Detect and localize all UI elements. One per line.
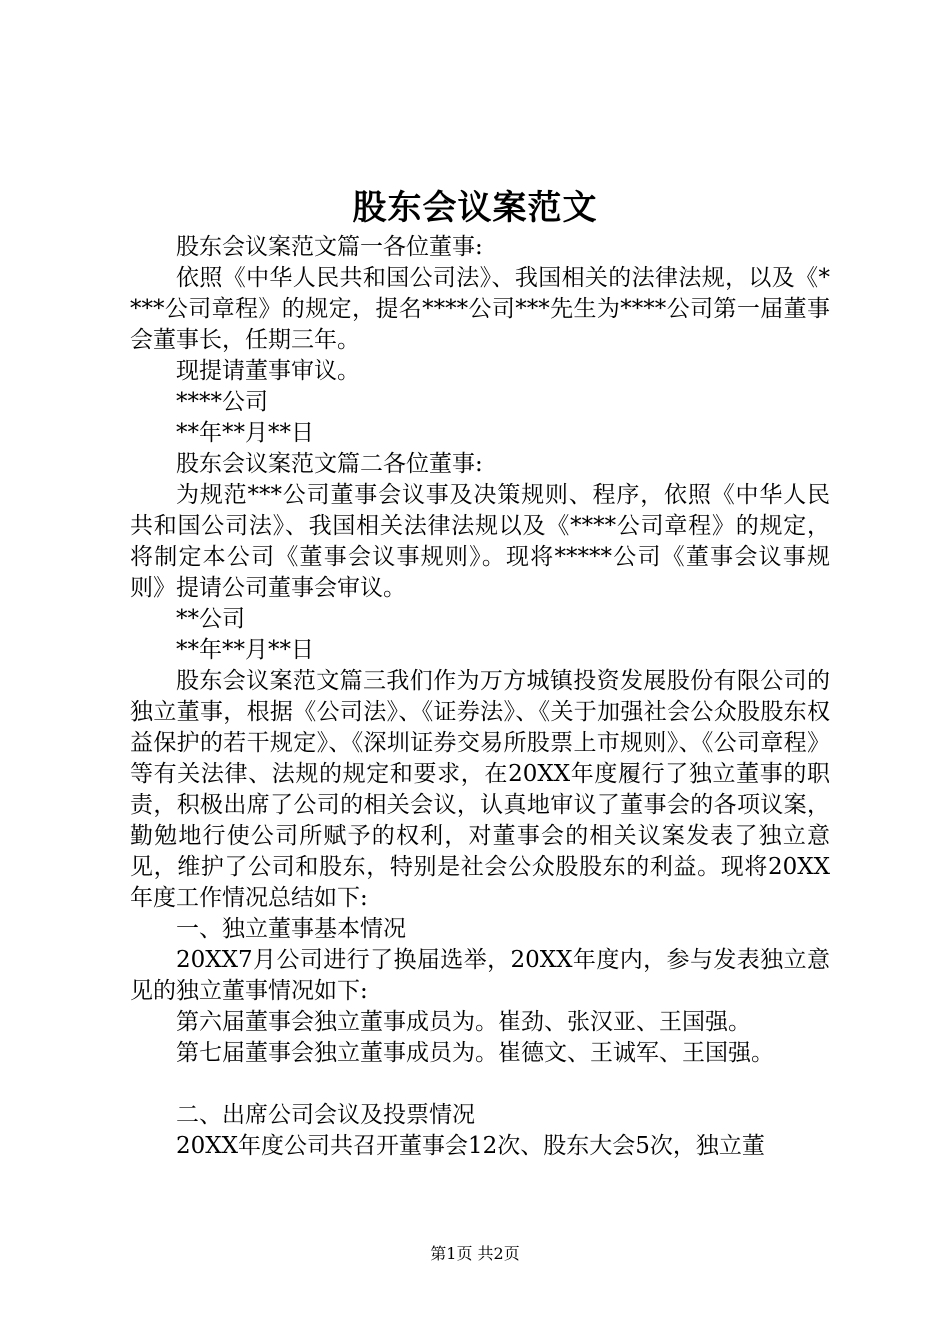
paragraph-9-date: **年**月**日 [176, 637, 314, 663]
document-title: 股东会议案范文 [352, 188, 598, 228]
document-body [130, 232, 830, 1162]
paragraph-16: 20XX年度公司共召开董事会12次、股东大会5次，独立董 [176, 1133, 765, 1159]
section-heading-1: 一、独立董事基本情况 [176, 916, 406, 942]
paragraph-7: 为规范***公司董事会议事及决策规则、程序，依照《中华人民共和国公司法》、我国相关法律法规以及《****公司章程》的规定，将制定本公司《董事会议事规则》。现将*****公司《董事会议事规则》提请公司董事会审议。 [130, 482, 830, 601]
paragraph-4-company: ****公司 [176, 389, 268, 415]
page-footer: 第1页 共2页 [430, 1244, 520, 1263]
paragraph-12: 20XX7月公司进行了换届选举，20XX年度内，参与发表独立意见的独立董事情况如下: [130, 947, 830, 1004]
paragraph-13: 第六届董事会独立董事成员为。崔劲、张汉亚、王国强。 [176, 1009, 751, 1035]
paragraph-10: 股东会议案范文篇三我们作为万方城镇投资发展股份有限公司的独立董事，根据《公司法》、《证券法》、《关于加强社会公众股股东权益保护的若干规定》、《深圳证券交易所股票上市规则》、《公司章程》等有关法律、法规的规定和要求，在20XX年度履行了独立董事的职责，积极出席了公司的相关会议，认真地审议了董事会的各项议案，勤勉地行使公司所赋予的权利，对董事会的相关议案发表了独立意见，维护了公司和股东，特别是社会公众股股东的利益。现将20XX年度工作情况总结如下: [130, 668, 830, 911]
paragraph-3: 现提请董事审议。 [176, 358, 360, 384]
paragraph-14: 第七届董事会独立董事成员为。崔德文、王诚军、王国强。 [176, 1040, 774, 1066]
paragraph-2: 依照《中华人民共和国公司法》、我国相关的法律法规，以及《****公司章程》的规定，提名****公司***先生为****公司第一届董事会董事长，任期三年。 [130, 265, 830, 353]
paragraph-1-heading: 股东会议案范文篇一各位董事: [176, 234, 483, 260]
paragraph-8-company: **公司 [176, 606, 245, 632]
paragraph-5-date: **年**月**日 [176, 420, 314, 446]
section-heading-2: 二、出席公司会议及投票情况 [176, 1102, 475, 1128]
paragraph-6-heading: 股东会议案范文篇二各位董事: [176, 451, 483, 477]
